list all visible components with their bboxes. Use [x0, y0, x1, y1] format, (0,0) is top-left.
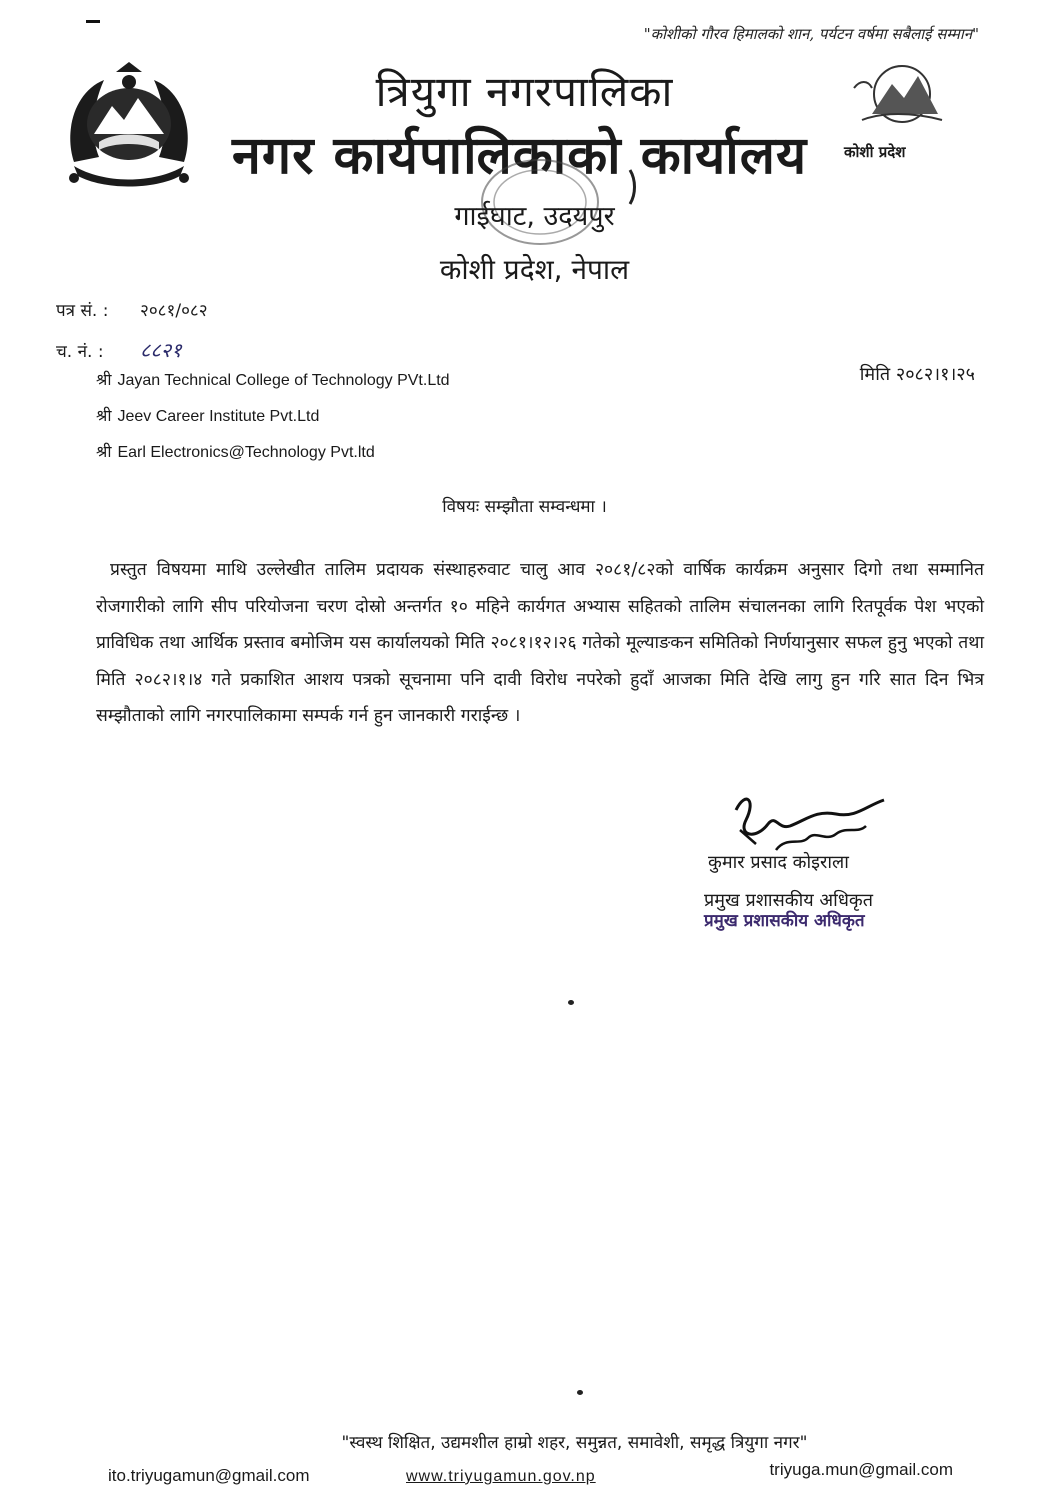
header-tagline: "कोशीको गौरव हिमालको शान, पर्यटन वर्षमा सबैलाई सम्मान"	[643, 25, 979, 43]
recipient-prefix: श्री	[96, 370, 112, 389]
recipient-name: Jayan Technical College of Technology PVt.Ltd	[117, 372, 450, 389]
letter-number-value: २०८१/०८२	[140, 301, 208, 321]
letter-number	[56, 298, 208, 321]
ink-dot	[568, 1000, 574, 1005]
recipient-name: Earl Electronics@Technology Pvt.ltd	[117, 444, 375, 461]
letter-body: प्रस्तुत विषयमा माथि उल्लेखीत तालिम प्रदायक संस्थाहरुवाट चालु आव २०८१/८२को वार्षिक कार्यक्रम अनुसार दिगो तथा सम्मानित रोजगारीको लागि सीप परियोजना चरण दोस्रो अन्तर्गत १० महिने कार्यगत अभ्यास सहितको तालिम संचालनका लागि रितपूर्वक पेश भएको प्राविधिक तथा आर्थिक प्रस्ताव बमोजिम यस कार्यालयको मिति २०८१।१२।२६ गतेको मूल्याङकन समितिको निर्णयानुसार सफल हुनु भएको तथा मिति २०८२।१।४ गते प्रकाशित आशय पत्रको सूचनामा पनि दावी विरोध नपरेको हुदाँ आजका मिति देखि लागु हुन गरि सात दिन भित्र सम्झौताको लागि नगरपालिकामा सम्पर्क गर्न हुन जानकारी गराईन्छ ।	[96, 560, 984, 726]
signature-icon	[716, 780, 896, 860]
footer-email-left[interactable]: ito.triyugamun@gmail.com	[108, 1466, 310, 1485]
letter-date: मिति २०८२।१।२५	[859, 364, 975, 385]
recipient-prefix: श्री	[96, 406, 112, 425]
dispatch-number-value: ८८२१	[140, 338, 182, 362]
recipient	[96, 368, 450, 390]
address-line-1: गाईघाट, उदयपुर	[454, 201, 615, 232]
recipient	[96, 440, 375, 462]
footer-email-right[interactable]: triyuga.mun@gmail.com	[769, 1460, 953, 1479]
recipient-prefix: श्री	[96, 442, 112, 461]
address-line-2: कोशी प्रदेश, नेपाल	[439, 253, 630, 286]
dispatch-number-label: च. नं. :	[56, 342, 104, 362]
letter-subject: विषयः सम्झौता सम्वन्धमा ।	[442, 497, 607, 517]
signer-name: कुमार प्रसाद कोइराला	[708, 852, 849, 873]
office-name: नगर कार्यपालिकाको कार्यालय	[232, 126, 808, 186]
municipality-name: त्रियुगा नगरपालिका	[375, 67, 674, 116]
footer-website-link[interactable]: www.triyugamun.gov.np	[406, 1468, 596, 1485]
footer-tagline: "स्वस्थ शिक्षित, उद्यमशील हाम्रो शहर, समुन्नत, समावेशी, समृद्ध त्रियुगा नगर"	[341, 1433, 808, 1453]
ink-dot	[577, 1390, 583, 1395]
koshi-province-logo	[842, 58, 950, 168]
mountain-logo-icon	[842, 58, 950, 138]
recipient-name: Jeev Career Institute Pvt.Ltd	[117, 408, 320, 425]
page-mark	[86, 20, 100, 23]
recipient	[96, 404, 319, 426]
letter-number-label: पत्र सं. :	[56, 301, 109, 321]
signer-title-stamp: प्रमुख प्रशासकीय अधिकृत	[704, 911, 865, 931]
koshi-logo-text: कोशी प्रदेश	[844, 143, 906, 161]
signer-title: प्रमुख प्रशासकीय अधिकृत	[704, 890, 873, 911]
dispatch-number	[56, 336, 182, 363]
